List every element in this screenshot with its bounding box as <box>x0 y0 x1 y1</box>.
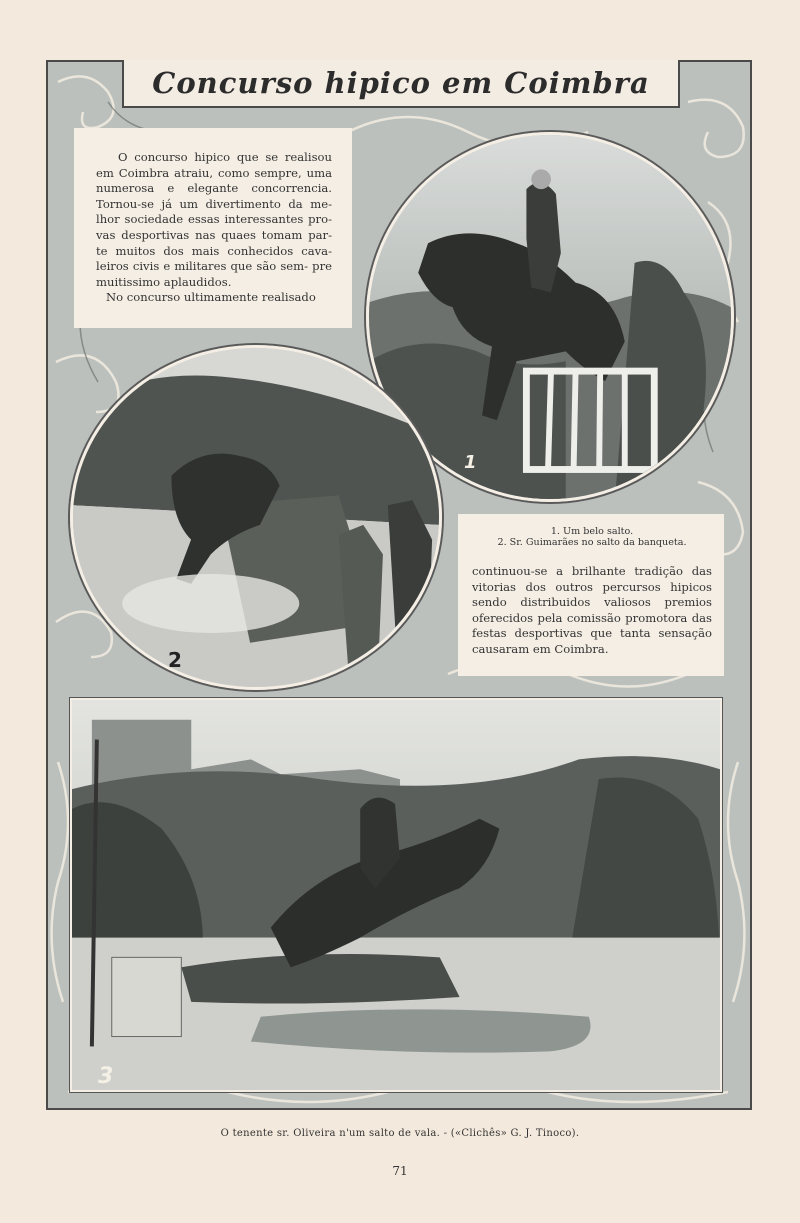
intro-last-line: No concurso ultimamente realisado <box>106 290 316 305</box>
intro-line: lhor sociedade essas interessantes pro- <box>96 212 332 227</box>
page-number: 71 <box>392 1164 408 1178</box>
intro-line: numerosa e elegante concorrencia. <box>96 181 332 196</box>
caption-2: 2. Sr. Guimarães no salto da banqueta. <box>497 537 687 548</box>
bottom-caption: O tenente sr. Oliveira n'um salto de vala. - («Clichês» G. J. Tinoco). <box>220 1128 580 1139</box>
photo-2-banqueta <box>70 345 442 690</box>
continuation-text: continuou-se a brilhante tradição das vitorias dos outros percursos hipicos sendo distribuidos valiosos premios oferecidos pela comissão promotora das festas desportivas que tanta sensação causaram em Coimbra. <box>472 564 712 656</box>
intro-paragraph <box>96 150 332 290</box>
page-title: Concurso hipico em Coimbra <box>152 66 650 100</box>
intro-line: Tornou-se já um divertimento da me- <box>96 196 332 211</box>
photo-number-1: 1 <box>464 452 477 473</box>
title-banner <box>122 60 680 108</box>
caption-1: 1. Um belo salto. <box>550 526 634 537</box>
intro-line: te muitos dos mais conhecidos cava- <box>96 243 332 258</box>
caption-continuation-box <box>458 514 724 676</box>
intro-line: pre muitissimo aplaudidos. <box>96 259 332 289</box>
photo-number-3: 3 <box>98 1064 114 1089</box>
intro-line: leiros civis e militares que são sem- <box>96 259 309 274</box>
intro-line: em Coimbra atraiu, como sempre, uma <box>96 165 332 180</box>
intro-line: O concurso hipico que se realisou <box>118 150 332 164</box>
intro-text-box <box>74 128 352 328</box>
photo-captions <box>472 526 712 548</box>
intro-line: vas desportivas nas quaes tomam par- <box>96 227 332 242</box>
photo-number-2: 2 <box>168 648 182 672</box>
photo-3-ditch-jump <box>70 698 722 1092</box>
